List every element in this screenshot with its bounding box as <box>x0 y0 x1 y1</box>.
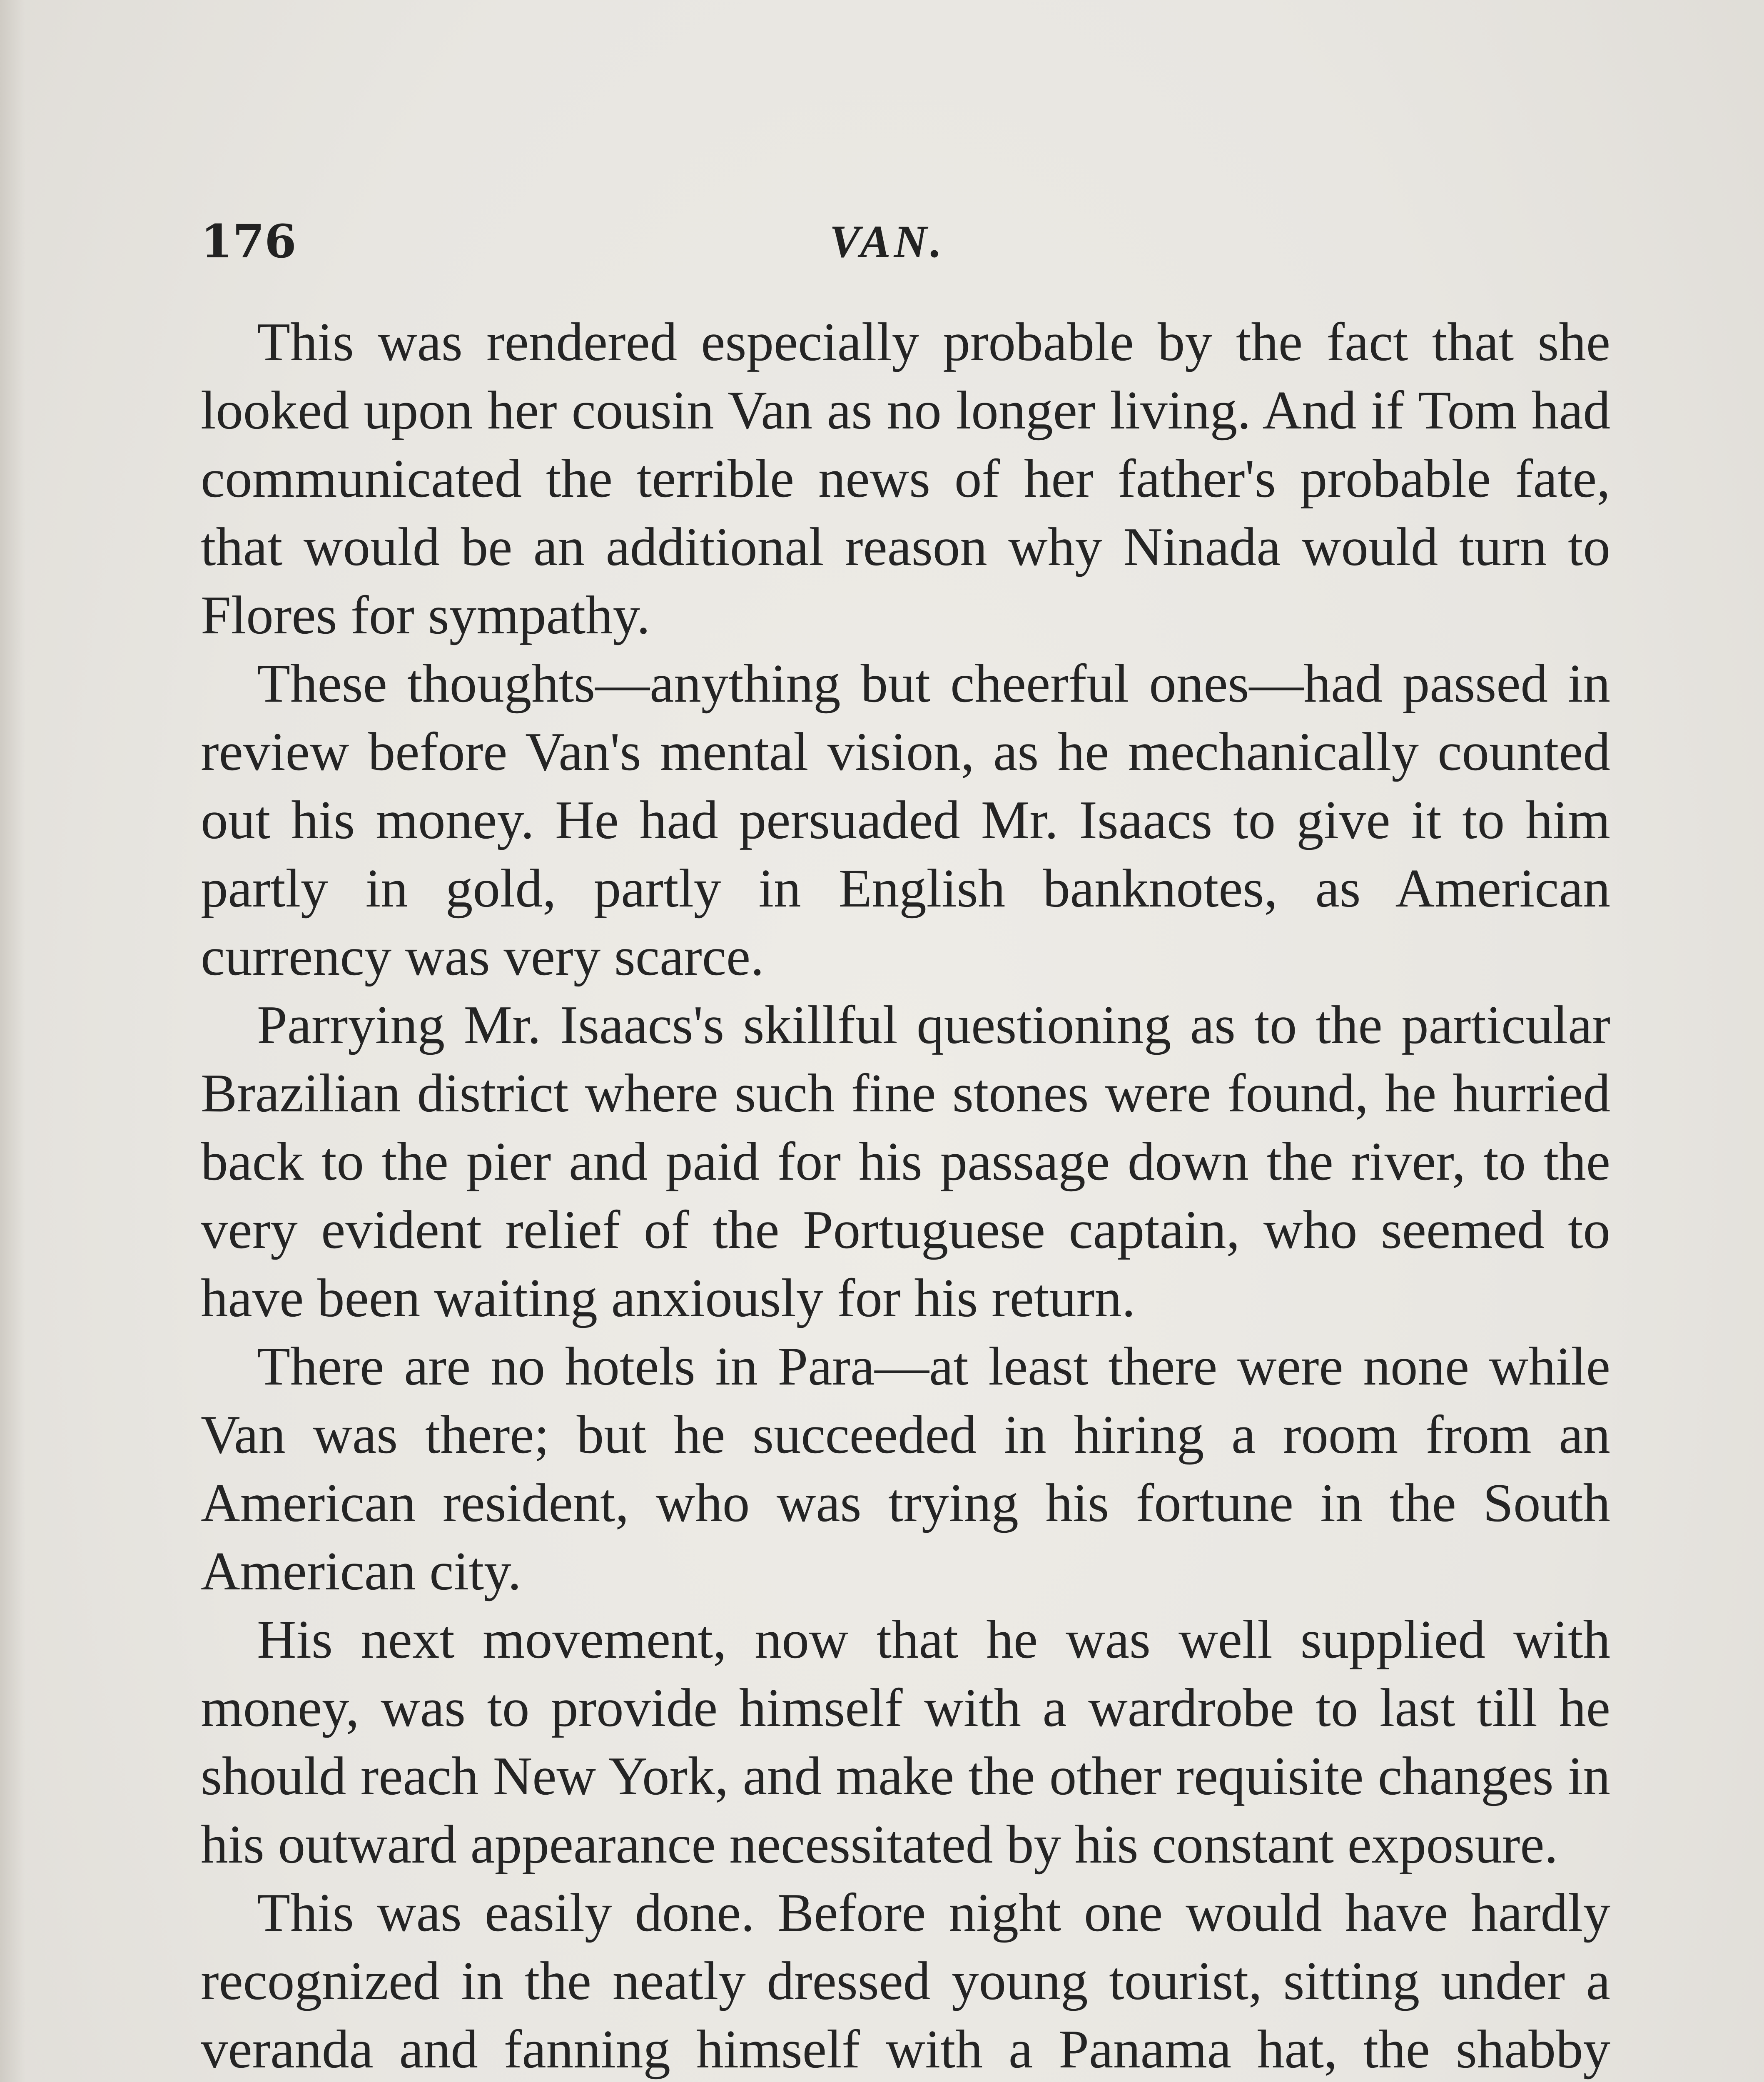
body-text <box>201 308 1610 2082</box>
paragraph: Parrying Mr. Isaacs's skillful questioning as to the particular Brazilian district where such fine stones were found, he hurried back to the pier and paid for his passage down the river, to the very evident relief of the Portuguese captain, who seemed to have been waiting anxiously for his return. <box>201 995 1610 1328</box>
paragraph: This was rendered especially probable by the fact that she looked upon her cousin Van as no longer living. And if Tom had communicated the terrible news of her father's probable fate, that would be an additional reason why Ninada would turn to Flores for sympathy. <box>201 312 1610 645</box>
paragraph: This was easily done. Before night one would have hardly recognized in the neatly dressed young tourist, sitting under a veranda and fanning himself with a Panama hat, the shabby <box>201 1883 1610 2080</box>
paragraph: His next movement, now that he was well supplied with money, was to provide himself with a wardrobe to last till he should reach New York, and make the other requisite changes in his outward appearance necessitated by his constant exposure. <box>201 1609 1610 1875</box>
page-number: 176 <box>201 214 296 268</box>
paragraph: There are no hotels in Para—at least there were none while Van was there; but he succeeded in hiring a room from an American resident, who was trying his fortune in the South American city. <box>201 1336 1610 1601</box>
running-head <box>201 208 1608 275</box>
running-title: VAN. <box>830 216 945 267</box>
paragraph: These thoughts—anything but cheerful ones—had passed in review before Van's mental vision, as he mechanically counted out his money. He had persuaded Mr. Isaacs to give it to him partly in gold, partly in English banknotes, as American currency was very scarce. <box>201 653 1610 987</box>
page-edge-shadow <box>0 0 25 2082</box>
